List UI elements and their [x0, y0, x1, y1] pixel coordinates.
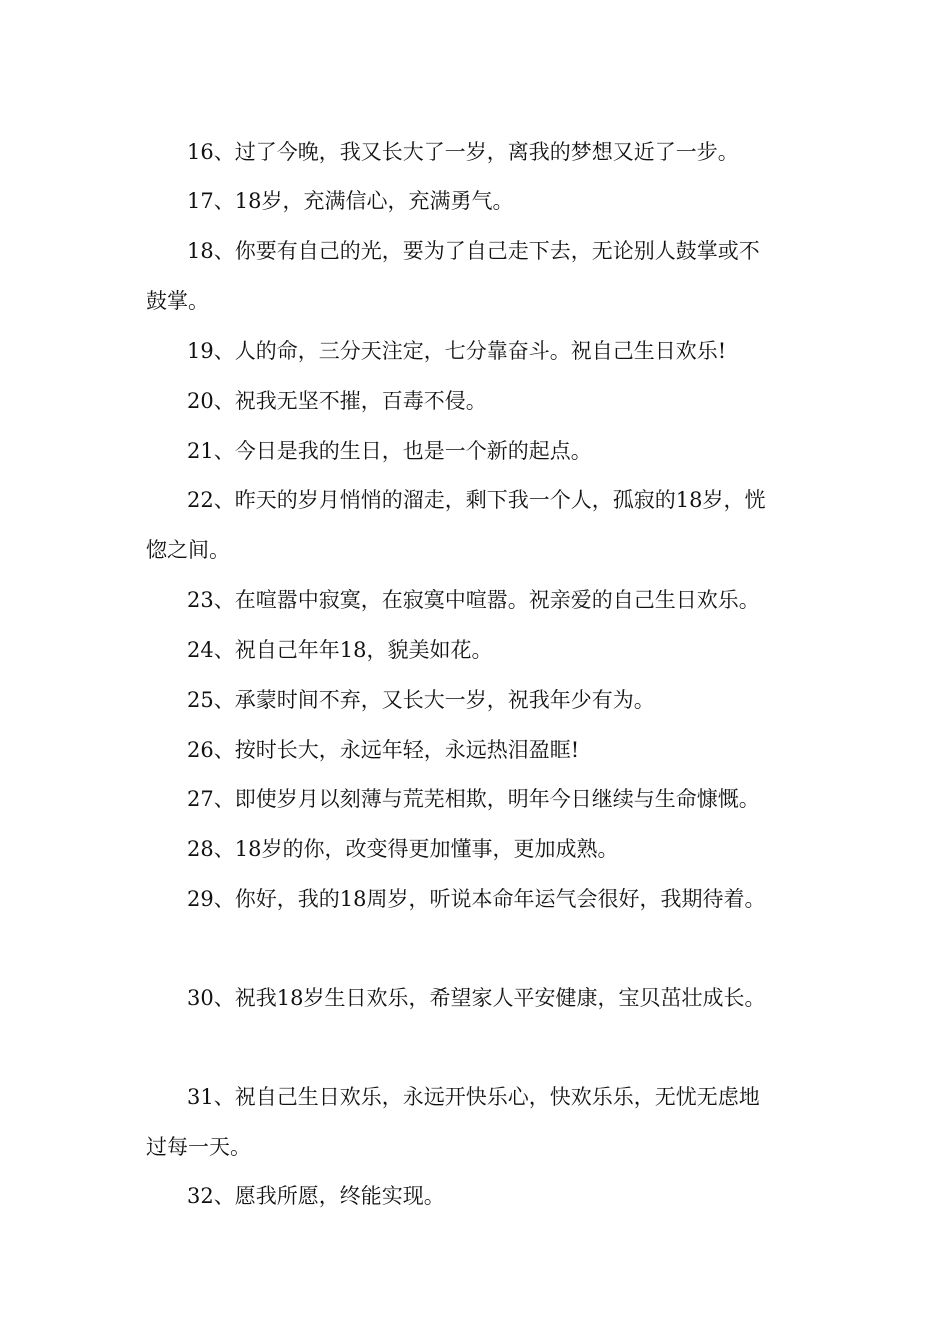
- list-item-19: 19、人的命，三分天注定，七分靠奋斗。祝自己生日欢乐!: [187, 339, 727, 363]
- list-item-30: 30、祝我18岁生日欢乐，希望家人平安健康，宝贝茁壮成长。: [187, 986, 766, 1010]
- list-item-28: 28、18岁的你，改变得更加懂事，更加成熟。: [187, 837, 619, 861]
- list-item-26: 26、按时长大，永远年轻，永远热泪盈眶!: [187, 738, 580, 762]
- list-item-18-continuation: 鼓掌。: [146, 289, 209, 313]
- list-item-24: 24、祝自己年年18，貌美如花。: [187, 638, 493, 662]
- list-item-18: 18、你要有自己的光，要为了自己走下去，无论别人鼓掌或不: [187, 239, 760, 263]
- list-item-21: 21、今日是我的生日，也是一个新的起点。: [187, 439, 592, 463]
- list-item-23: 23、在喧嚣中寂寞，在寂寞中喧嚣。祝亲爱的自己生日欢乐。: [187, 588, 760, 612]
- list-item-31: 31、祝自己生日欢乐，永远开快乐心，快欢乐乐，无忧无虑地: [187, 1085, 760, 1109]
- list-item-25: 25、承蒙时间不弃，又长大一岁，祝我年少有为。: [187, 688, 655, 712]
- list-item-20: 20、祝我无坚不摧，百毒不侵。: [187, 389, 487, 413]
- list-item-27: 27、即使岁月以刻薄与荒芜相欺，明年今日继续与生命慷慨。: [187, 787, 760, 811]
- list-item-16: 16、过了今晚，我又长大了一岁，离我的梦想又近了一步。: [187, 140, 739, 164]
- list-item-17: 17、18岁，充满信心，充满勇气。: [187, 189, 514, 213]
- list-item-31-continuation: 过每一天。: [146, 1135, 251, 1159]
- list-item-29: 29、你好，我的18周岁，听说本命年运气会很好，我期待着。: [187, 887, 766, 911]
- list-item-22-continuation: 惚之间。: [146, 538, 230, 562]
- list-item-32: 32、愿我所愿，终能实现。: [187, 1184, 445, 1208]
- list-item-22: 22、昨天的岁月悄悄的溜走，剩下我一个人，孤寂的18岁，恍: [187, 488, 766, 512]
